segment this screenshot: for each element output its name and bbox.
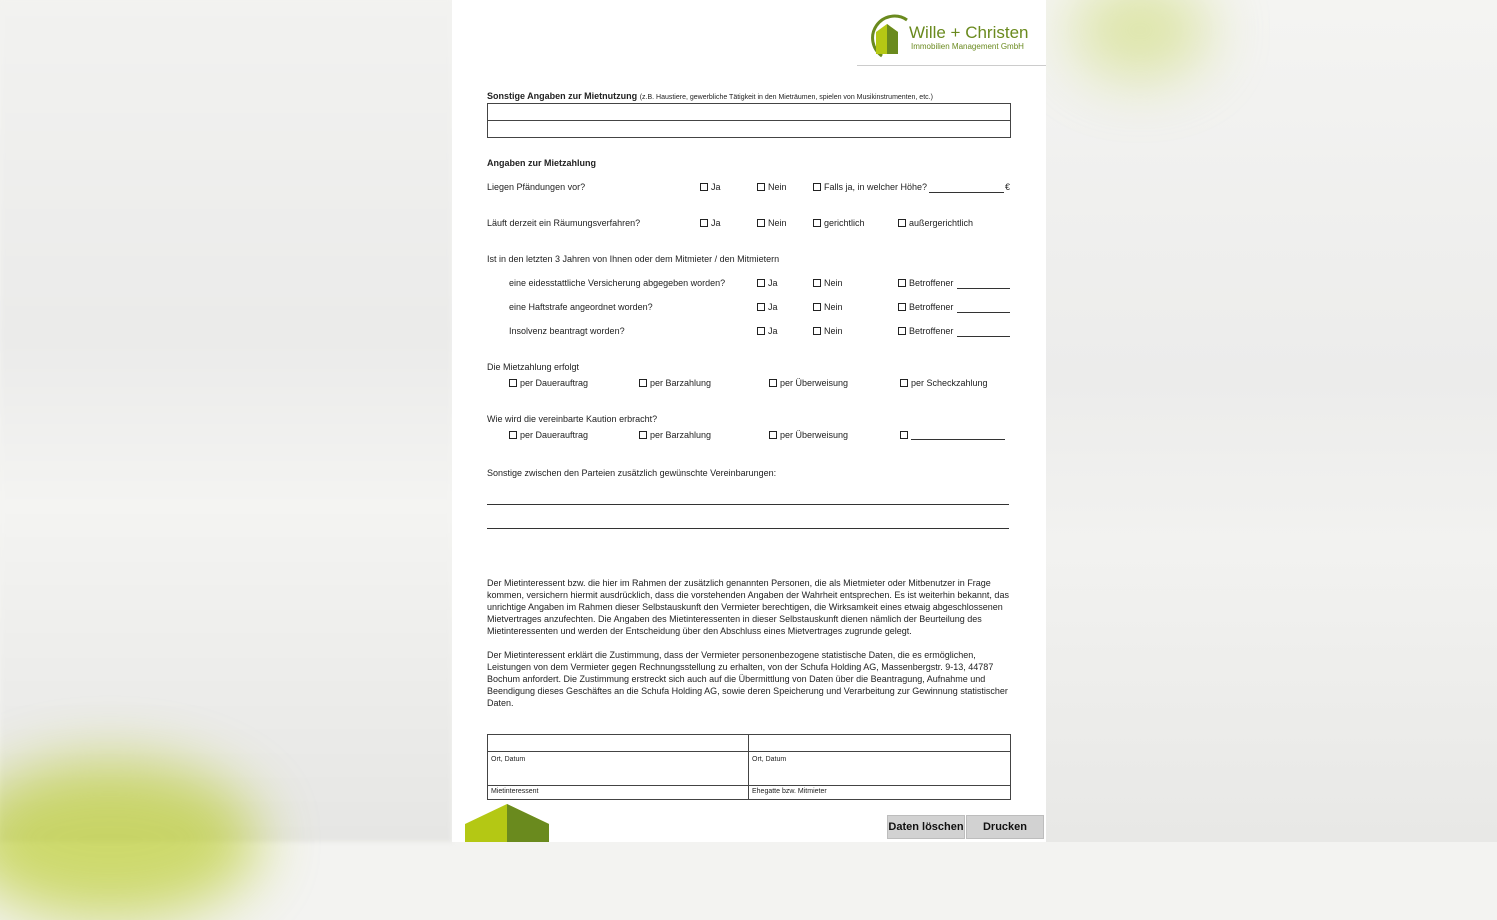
haftstrafe-betroffener[interactable]: Betroffener — [898, 302, 953, 312]
checkbox[interactable] — [813, 279, 821, 287]
insolvenz-label: Insolvenz beantragt worden? — [509, 326, 625, 336]
kaution-sonstige[interactable] — [900, 430, 911, 440]
pfaendungen-ja[interactable]: Ja — [700, 182, 721, 192]
raeumung-ja[interactable]: Ja — [700, 218, 721, 228]
pfaendungen-falls[interactable]: Falls ja, in welcher Höhe? — [813, 182, 927, 192]
kaution-barzahlung[interactable]: per Barzahlung — [639, 430, 711, 440]
eidesstattlich-ja[interactable]: Ja — [757, 278, 778, 288]
checkbox[interactable] — [900, 379, 908, 387]
eidesstattlich-nein[interactable]: Nein — [813, 278, 843, 288]
form-page — [452, 0, 1046, 842]
checkbox[interactable] — [898, 279, 906, 287]
checkbox[interactable] — [639, 379, 647, 387]
background-right — [1046, 0, 1497, 842]
kaution-ueberweisung[interactable]: per Überweisung — [769, 430, 848, 440]
sonstige-input-2[interactable] — [487, 120, 1011, 138]
kaution-question: Wie wird die vereinbarte Kaution erbracht? — [487, 414, 658, 424]
mietinteressent-cell — [487, 785, 749, 800]
raeumung-nein[interactable]: Nein — [757, 218, 787, 228]
checkbox[interactable] — [700, 219, 708, 227]
checkbox[interactable] — [757, 303, 765, 311]
header-divider — [857, 65, 1046, 66]
vereinbarungen-line-1[interactable] — [487, 504, 1009, 505]
zahlung-dauerauftrag[interactable]: per Dauerauftrag — [509, 378, 588, 388]
eidesstattlich-betroffener[interactable]: Betroffener — [898, 278, 953, 288]
checkbox[interactable] — [813, 183, 821, 191]
checkbox[interactable] — [813, 303, 821, 311]
zahlung-ueberweisung[interactable]: per Überweisung — [769, 378, 848, 388]
checkbox[interactable] — [898, 303, 906, 311]
clear-data-button[interactable]: Daten löschen — [887, 815, 965, 839]
ort-datum-input-left[interactable] — [487, 734, 749, 752]
zahlung-question: Die Mietzahlung erfolgt — [487, 362, 580, 372]
kaution-sonstige-field[interactable] — [911, 439, 1005, 440]
vereinbarungen-line-2[interactable] — [487, 528, 1009, 529]
print-button[interactable]: Drucken — [966, 815, 1044, 839]
checkbox[interactable] — [757, 183, 765, 191]
signature-box-right[interactable] — [748, 751, 1011, 786]
insolvenz-betroffener[interactable]: Betroffener — [898, 326, 953, 336]
zahlung-barzahlung[interactable]: per Barzahlung — [639, 378, 711, 388]
raeumung-aussergerichtlich[interactable]: außergerichtlich — [898, 218, 973, 228]
footer-logo-house-icon — [465, 804, 550, 842]
checkbox[interactable] — [639, 431, 647, 439]
section-sonstige — [487, 91, 933, 101]
ort-datum-label-right: Ort, Datum — [752, 756, 787, 763]
insolvenz-field[interactable] — [957, 336, 1010, 337]
checkbox[interactable] — [509, 431, 517, 439]
ehegatte-cell — [748, 785, 1011, 800]
company-name: Wille + Christen — [909, 23, 1029, 42]
company-subtitle: Immobilien Management GmbH — [911, 42, 1024, 51]
checkbox[interactable] — [900, 431, 908, 439]
checkbox[interactable] — [813, 219, 821, 227]
eidesstattlich-field[interactable] — [957, 288, 1010, 289]
raeumung-question: Läuft derzeit ein Räumungsverfahren? — [487, 218, 641, 228]
haftstrafe-field[interactable] — [957, 312, 1010, 313]
eidesstattlich-label: eine eidesstattliche Versicherung abgegeben worden? — [509, 278, 726, 288]
sonstige-title: Sonstige Angaben zur Mietnutzung — [487, 91, 638, 101]
checkbox[interactable] — [509, 379, 517, 387]
letzte-jahre-intro: Ist in den letzten 3 Jahren von Ihnen oder dem Mitmieter / den Mitmietern — [487, 254, 780, 264]
declaration-paragraph: Der Mietinteressent bzw. die hier im Rahmen der zusätzlich genannten Personen, die als Mietmieter oder Mitbenutzer in Frage kommen, versichern hiermit ausdrücklich, dass die vorstehenden Angaben der Wahrheit entsprechen. Es ist weiterhin bekannt, das unrichtige Angaben im Rahmen dieser Selbstauskunft den Vermieter berechtigen, die Wirksamkeit eines etwaig abgeschlossenen Mietvertrages anzufechten. Die Angaben des Mietinteressenten in dieser Selbstauskunft dienen nämlich der Beurteilung des Mietinteressenten und werden der Entscheidung über den Abschluss eines Mietvertrages zugrunde gelegt. — [487, 578, 1009, 636]
checkbox[interactable] — [898, 327, 906, 335]
zahlung-scheckzahlung[interactable]: per Scheckzahlung — [900, 378, 988, 388]
pfaendungen-nein[interactable]: Nein — [757, 182, 787, 192]
checkbox[interactable] — [757, 279, 765, 287]
haftstrafe-nein[interactable]: Nein — [813, 302, 843, 312]
sonstige-input-1[interactable] — [487, 103, 1011, 121]
mietinteressent-label: Mietinteressent — [491, 788, 539, 795]
checkbox[interactable] — [700, 183, 708, 191]
pfaendungen-amount-field[interactable] — [929, 192, 1004, 193]
checkbox[interactable] — [757, 219, 765, 227]
mietzahlung-title: Angaben zur Mietzahlung — [487, 158, 596, 168]
haftstrafe-ja[interactable]: Ja — [757, 302, 778, 312]
kaution-dauerauftrag[interactable]: per Dauerauftrag — [509, 430, 588, 440]
vereinbarungen-label: Sonstige zwischen den Parteien zusätzlich gewünschte Vereinbarungen: — [487, 468, 777, 478]
pfaendungen-question: Liegen Pfändungen vor? — [487, 182, 586, 192]
logo-house-icon — [862, 10, 912, 60]
ort-datum-input-right[interactable] — [748, 734, 1011, 752]
ort-datum-label-left: Ort, Datum — [491, 756, 526, 763]
company-logo — [862, 10, 912, 62]
checkbox[interactable] — [757, 327, 765, 335]
raeumung-gerichtlich[interactable]: gerichtlich — [813, 218, 865, 228]
signature-box-left[interactable] — [487, 751, 749, 786]
checkbox[interactable] — [769, 379, 777, 387]
checkbox[interactable] — [769, 431, 777, 439]
background-left — [0, 0, 452, 842]
checkbox[interactable] — [898, 219, 906, 227]
schufa-paragraph: Der Mietinteressent erklärt die Zustimmung, dass der Vermieter personenbezogene statistische Daten, die es ermöglichen, Leistungen von dem Vermieter gegen Rechnungsstellung zu erhalten, von der Schufa Holding AG, Massenbergstr. 9-13, 44787 Bochum anfordert. Die Zustimmung erstreckt sich auch auf die Übermittlung von Daten über die Beantragung, Aufnahme und Beendigung dieses Geschäftes an die Schufa Holding AG, sowie deren Speicherung und Verarbeitung zur Gewinnung statistischer Daten. — [487, 650, 1008, 708]
ehegatte-label: Ehegatte bzw. Mitmieter — [752, 788, 827, 795]
haftstrafe-label: eine Haftstrafe angeordnet worden? — [509, 302, 653, 312]
sonstige-hint: (z.B. Haustiere, gewerbliche Tätigkeit in den Mieträumen, spielen von Musikinstrumenten, etc.) — [639, 94, 933, 101]
insolvenz-nein[interactable]: Nein — [813, 326, 843, 336]
checkbox[interactable] — [813, 327, 821, 335]
currency-label: € — [1005, 182, 1011, 192]
insolvenz-ja[interactable]: Ja — [757, 326, 778, 336]
